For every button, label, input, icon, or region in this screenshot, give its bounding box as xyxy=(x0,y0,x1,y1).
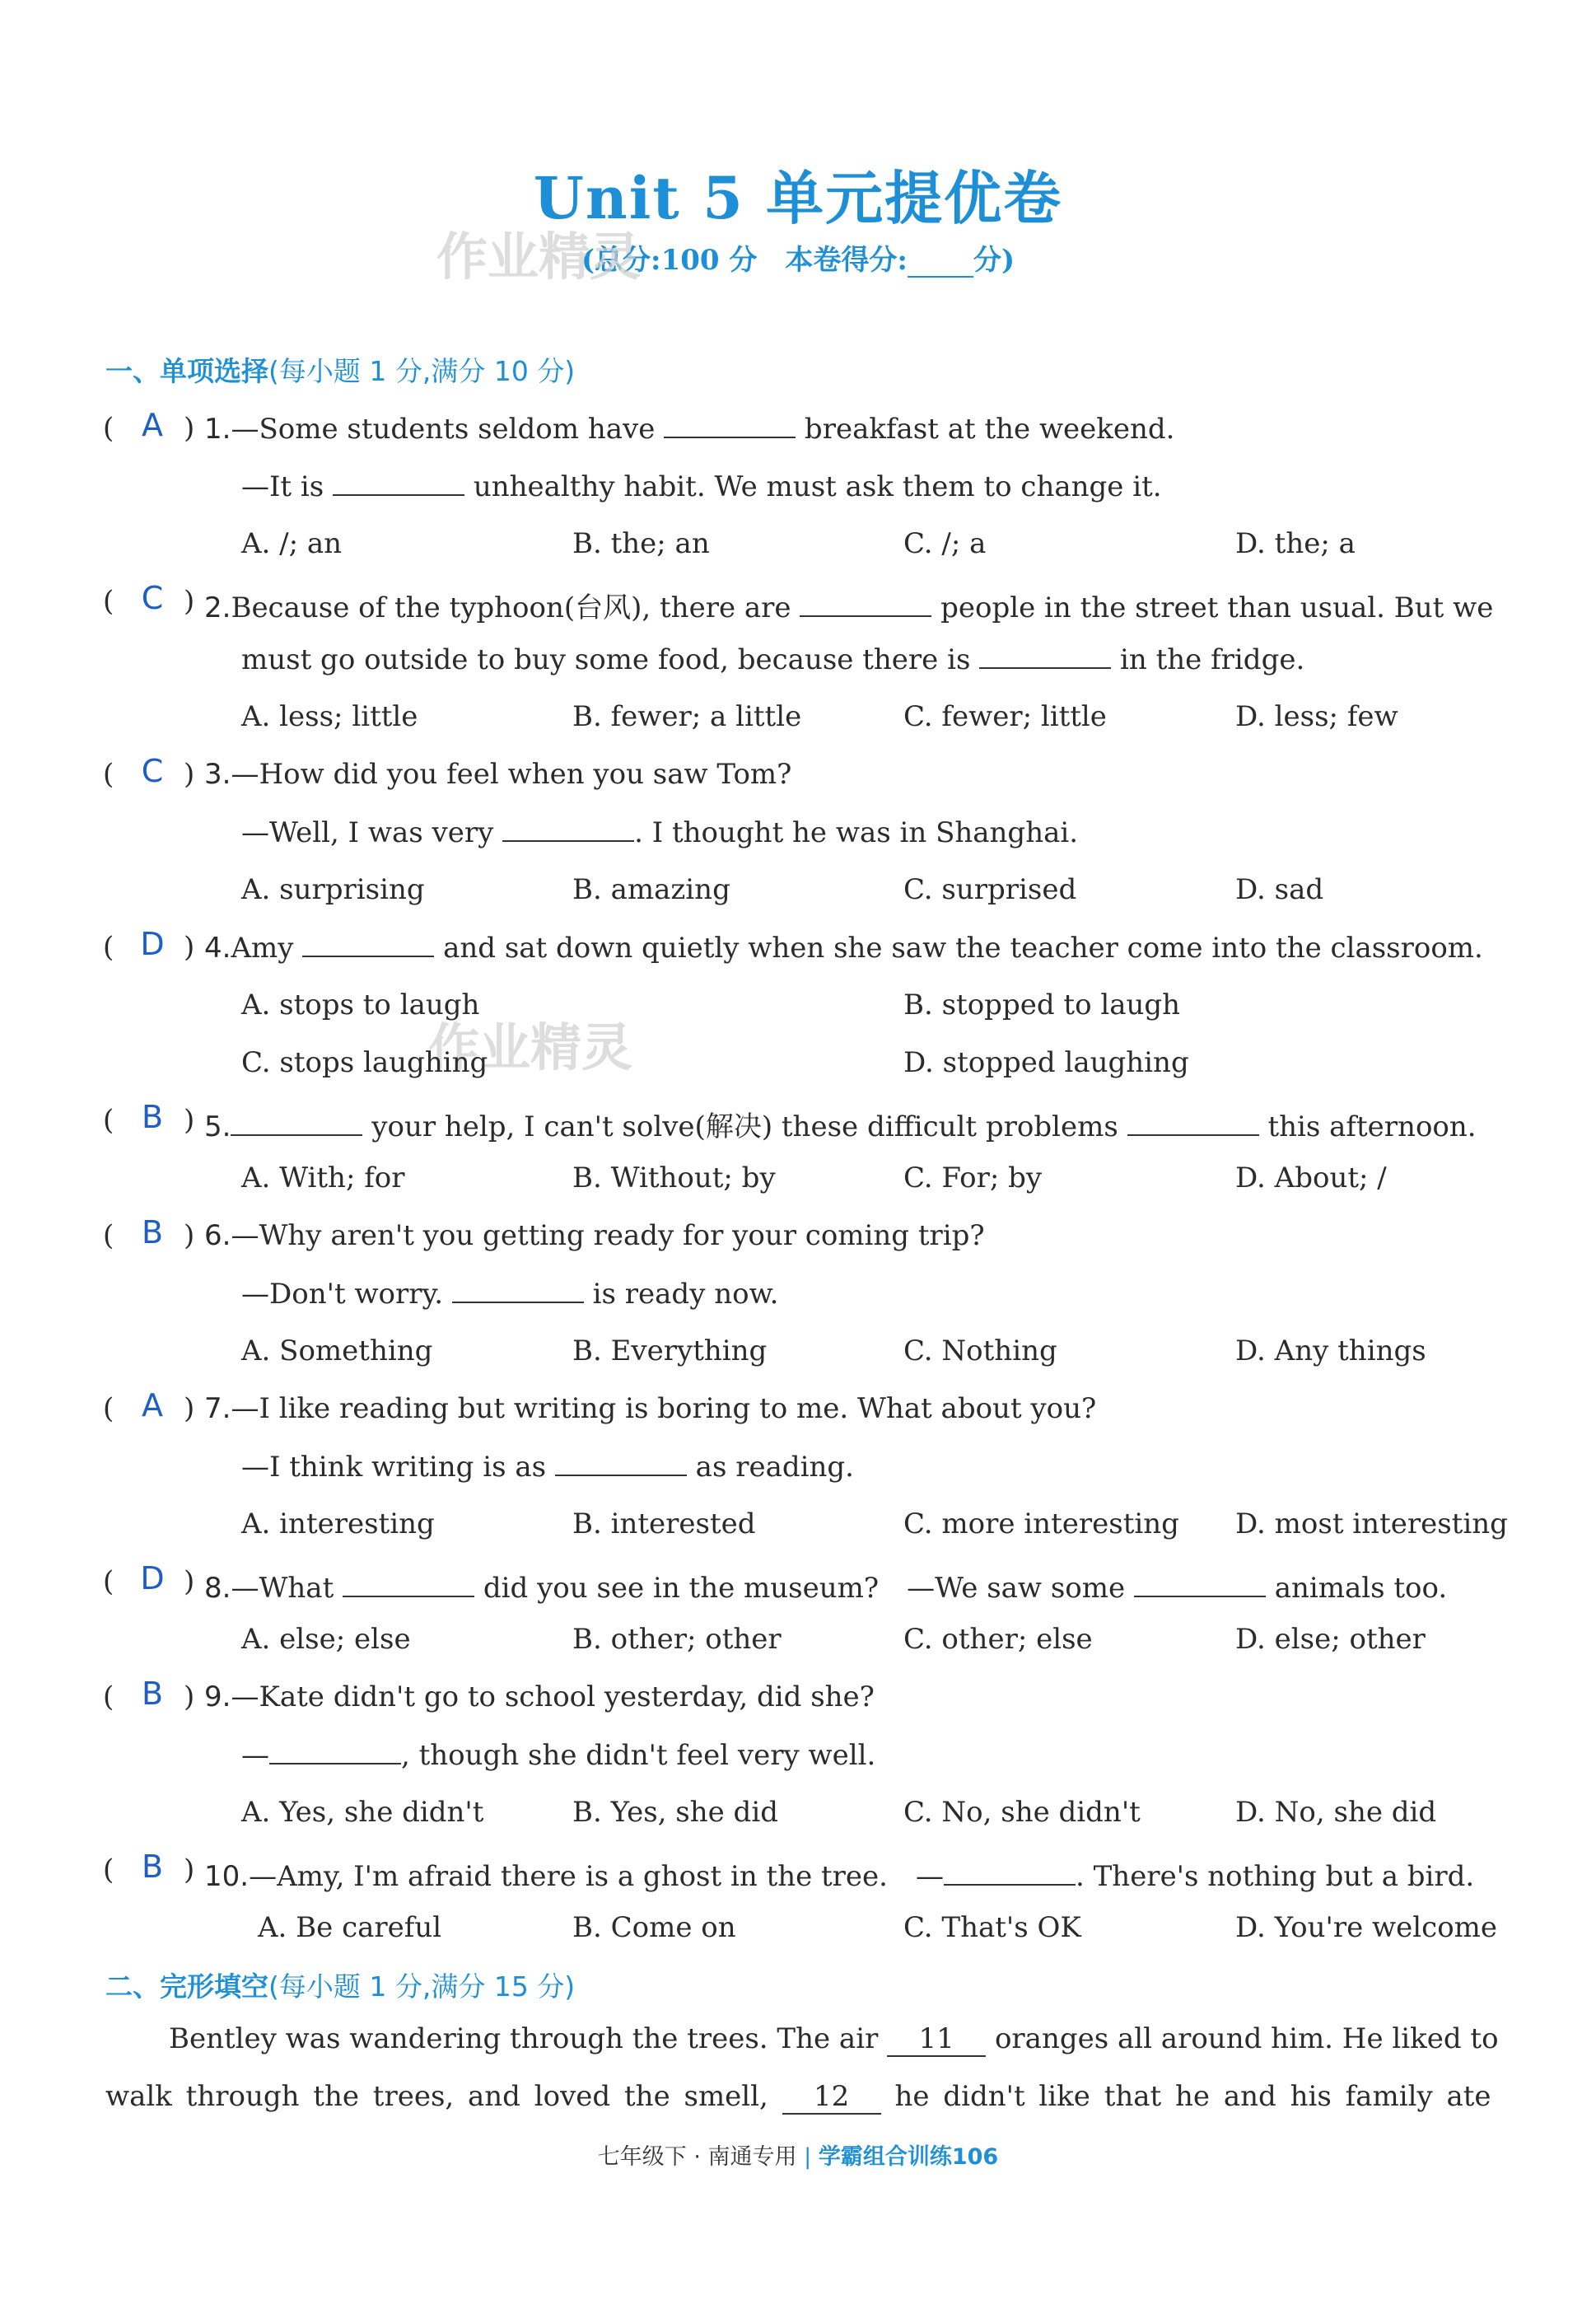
option-b[interactable]: B. stopped to laugh xyxy=(903,989,1181,1021)
option-d[interactable]: D. less; few xyxy=(1235,700,1398,733)
cloze-blank-12[interactable]: 12 xyxy=(782,2080,881,2115)
bracket-open: ( xyxy=(103,1680,114,1713)
question-text: —Amy, I'm afraid there is a ghost in the tree. — xyxy=(249,1860,944,1893)
answer-blank[interactable] xyxy=(664,412,796,438)
question-text: animals too. xyxy=(1265,1572,1448,1605)
option-b[interactable]: B. interested xyxy=(572,1507,756,1540)
option-a[interactable]: A. less; little xyxy=(241,700,418,733)
option-d[interactable]: D. most interesting xyxy=(1235,1507,1508,1540)
option-d[interactable]: D. sad xyxy=(1235,873,1324,906)
question-number: 3. xyxy=(204,758,231,791)
bracket-open: ( xyxy=(103,758,114,791)
passage-text: Bentley was wandering through the trees. The air xyxy=(169,2022,888,2055)
answer-blank[interactable] xyxy=(800,591,931,617)
bracket-close: ) xyxy=(184,1104,195,1137)
page-footer xyxy=(0,2138,1596,2171)
answer-blank[interactable] xyxy=(333,470,464,496)
bracket-close: ) xyxy=(184,758,195,791)
option-c[interactable]: C. surprised xyxy=(903,873,1077,906)
question-number: 7. xyxy=(204,1392,231,1425)
question-text: breakfast at the weekend. xyxy=(796,413,1175,446)
question-line xyxy=(204,1392,1096,1425)
page-title: Unit 5 单元提优卷 xyxy=(533,164,1063,232)
option-b[interactable]: B. Everything xyxy=(572,1334,768,1367)
bracket-close: ) xyxy=(184,1219,195,1252)
watermark-middle: 作业精灵 xyxy=(428,1017,633,1077)
question-line xyxy=(204,1680,875,1713)
option-a[interactable]: A. Something xyxy=(241,1334,433,1367)
option-b[interactable]: B. other; other xyxy=(572,1623,782,1656)
question-line xyxy=(204,931,1483,965)
score-line xyxy=(0,237,1596,278)
question-line xyxy=(204,585,1493,625)
option-c[interactable]: C. more interesting xyxy=(903,1507,1179,1540)
question-line xyxy=(204,1104,1477,1144)
question-text: —I like reading but writing is boring to me. What about you? xyxy=(231,1392,1097,1425)
question-text: in the fridge. xyxy=(1111,643,1305,676)
question-text: , though she didn't feel very well. xyxy=(401,1739,876,1772)
answer-letter[interactable]: C xyxy=(141,753,164,789)
bracket-close: ) xyxy=(184,585,195,618)
question-number: 5. xyxy=(204,1110,231,1143)
score-blank[interactable] xyxy=(908,251,973,278)
question-number: 9. xyxy=(204,1680,231,1713)
section-2-heading xyxy=(105,1965,575,2004)
question-text: as reading. xyxy=(686,1451,854,1484)
answer-blank[interactable] xyxy=(979,643,1111,669)
option-a[interactable]: A. interesting xyxy=(241,1507,435,1540)
question-line xyxy=(204,1219,985,1252)
answer-letter[interactable]: B xyxy=(141,1214,164,1250)
section-1-title: 一、单项选择 xyxy=(105,355,268,387)
option-d[interactable]: D. stopped laughing xyxy=(903,1046,1189,1079)
answer-blank[interactable] xyxy=(452,1277,584,1303)
score-text-1: (总分:100 分 本卷得分: xyxy=(581,244,908,277)
answer-letter[interactable]: D xyxy=(140,1560,165,1596)
question-line xyxy=(204,1853,1474,1894)
question-text: —What xyxy=(231,1572,343,1605)
question-number: 2. xyxy=(204,591,231,624)
option-a[interactable]: A. With; for xyxy=(241,1162,405,1194)
bracket-close: ) xyxy=(184,1853,195,1886)
question-text: — xyxy=(241,1739,269,1772)
answer-blank[interactable] xyxy=(1134,1571,1266,1597)
section-1-heading xyxy=(105,350,575,389)
bracket-close: ) xyxy=(184,1680,195,1713)
answer-blank[interactable] xyxy=(302,931,434,957)
bracket-close: ) xyxy=(184,931,195,964)
question-text: . I thought he was in Shanghai. xyxy=(634,816,1079,849)
question-line xyxy=(241,816,1078,849)
answer-blank[interactable] xyxy=(1127,1110,1259,1136)
question-text: —Well, I was very xyxy=(241,816,503,849)
question-text: —Why aren't you getting ready for your coming trip? xyxy=(231,1219,985,1252)
bracket-open: ( xyxy=(103,1104,114,1137)
passage-text: he didn't like that he and his family ate xyxy=(880,2080,1491,2113)
option-b[interactable]: B. Yes, she did xyxy=(572,1796,778,1829)
footer-brand: 学霸组合训练 xyxy=(818,2144,952,2170)
bracket-open: ( xyxy=(103,1392,114,1425)
question-text: —How did you feel when you saw Tom? xyxy=(231,758,792,791)
passage-line-2 xyxy=(105,2080,1491,2115)
option-d[interactable]: D. Any things xyxy=(1235,1334,1426,1367)
answer-letter[interactable]: D xyxy=(140,926,165,962)
question-text: —Don't worry. xyxy=(241,1278,452,1311)
watermark-top: 作业精灵 xyxy=(436,227,642,287)
answer-letter[interactable]: B xyxy=(141,1676,164,1712)
option-b[interactable]: B. amazing xyxy=(572,873,730,906)
option-d[interactable]: D. No, she did xyxy=(1235,1796,1437,1829)
answer-letter[interactable]: B xyxy=(141,1099,164,1135)
option-c[interactable]: C. /; a xyxy=(903,527,987,560)
bracket-open: ( xyxy=(103,412,114,445)
answer-blank[interactable] xyxy=(502,816,634,842)
question-line xyxy=(241,1277,778,1311)
bracket-close: ) xyxy=(184,412,195,445)
question-text: —Kate didn't go to school yesterday, did she? xyxy=(231,1680,875,1713)
question-text: Because of the typhoon(台风), there are xyxy=(231,591,800,624)
option-a[interactable]: A. surprising xyxy=(241,873,425,906)
question-line xyxy=(241,643,1304,676)
option-d[interactable]: D. About; / xyxy=(1235,1162,1387,1194)
footer-page-number: 106 xyxy=(951,2144,999,2170)
bracket-open: ( xyxy=(103,1219,114,1252)
bracket-open: ( xyxy=(103,585,114,618)
cloze-blank-11[interactable]: 11 xyxy=(887,2022,986,2057)
bracket-open: ( xyxy=(103,931,114,964)
question-line xyxy=(204,1565,1447,1606)
answer-letter[interactable]: C xyxy=(141,580,164,616)
question-number: 6. xyxy=(204,1219,231,1252)
bracket-close: ) xyxy=(184,1565,195,1598)
answer-letter[interactable]: A xyxy=(142,1387,163,1423)
bracket-open: ( xyxy=(103,1853,114,1886)
question-line xyxy=(241,1738,875,1772)
question-text: Amy xyxy=(231,932,303,965)
passage-text: walk through the trees, and loved the smell, xyxy=(105,2080,782,2113)
option-a[interactable]: A. Be careful xyxy=(258,1911,442,1944)
option-b[interactable]: B. Without; by xyxy=(572,1162,776,1194)
footer-grade: 七年级下 · 南通专用 xyxy=(597,2144,797,2170)
option-a[interactable]: A. else; else xyxy=(241,1623,411,1656)
passage-text: oranges all around him. He liked to xyxy=(986,2022,1499,2055)
answer-letter[interactable]: A xyxy=(142,407,163,443)
option-d[interactable]: D. the; a xyxy=(1235,527,1356,560)
score-text-2: 分) xyxy=(973,244,1015,277)
option-a[interactable]: A. stops to laugh xyxy=(241,989,480,1021)
question-text: unhealthy habit. We must ask them to change it. xyxy=(464,470,1162,503)
question-text: is ready now. xyxy=(583,1278,779,1311)
question-text: your help, I can't solve(解决) these difficult problems xyxy=(362,1110,1127,1143)
option-d[interactable]: D. else; other xyxy=(1235,1623,1426,1656)
question-number: 10. xyxy=(204,1860,250,1893)
question-text: and sat down quietly when she saw the teacher come into the classroom. xyxy=(434,932,1483,965)
option-d[interactable]: D. You're welcome xyxy=(1235,1911,1498,1944)
option-b[interactable]: B. Come on xyxy=(572,1911,736,1944)
answer-blank[interactable] xyxy=(231,1110,362,1136)
question-line xyxy=(204,412,1175,446)
section-2-title: 二、完形填空 xyxy=(105,1970,268,2003)
option-c[interactable]: C. fewer; little xyxy=(903,700,1107,733)
question-line xyxy=(241,470,1162,503)
answer-blank[interactable] xyxy=(343,1571,474,1597)
option-c[interactable]: C. stops laughing xyxy=(241,1046,488,1079)
question-text: did you see in the museum? —We saw some xyxy=(474,1572,1134,1605)
question-text: —I think writing is as xyxy=(241,1451,555,1484)
bracket-open: ( xyxy=(103,1565,114,1598)
option-c[interactable]: C. That's OK xyxy=(903,1911,1081,1944)
question-text: —Some students seldom have xyxy=(231,413,665,446)
option-c[interactable]: C. For; by xyxy=(903,1162,1043,1194)
option-b[interactable]: B. fewer; a little xyxy=(572,700,802,733)
answer-blank[interactable] xyxy=(269,1738,401,1764)
question-text: people in the street than usual. But we xyxy=(931,591,1494,624)
question-line xyxy=(204,758,791,791)
question-line xyxy=(241,1450,854,1484)
question-text: —It is xyxy=(241,470,334,503)
question-text: must go outside to buy some food, because there is xyxy=(241,643,980,676)
bracket-close: ) xyxy=(184,1392,195,1425)
answer-blank[interactable] xyxy=(555,1450,687,1476)
answer-letter[interactable]: B xyxy=(141,1849,164,1885)
question-number: 4. xyxy=(204,932,231,965)
option-a[interactable]: A. /; an xyxy=(241,527,343,560)
option-c[interactable]: C. other; else xyxy=(903,1623,1093,1656)
section-1-note: (每小题 1 分,满分 10 分) xyxy=(268,355,576,387)
footer-separator: | xyxy=(804,2144,812,2170)
option-c[interactable]: C. Nothing xyxy=(903,1334,1057,1367)
question-number: 8. xyxy=(204,1572,231,1605)
question-text: . There's nothing but a bird. xyxy=(1076,1860,1475,1893)
option-c[interactable]: C. No, she didn't xyxy=(903,1796,1141,1829)
option-b[interactable]: B. the; an xyxy=(572,527,710,560)
question-number: 1. xyxy=(204,413,231,446)
option-a[interactable]: A. Yes, she didn't xyxy=(241,1796,484,1829)
section-2-note: (每小题 1 分,满分 15 分) xyxy=(268,1970,576,2003)
passage-line-1 xyxy=(169,2022,1499,2057)
answer-blank[interactable] xyxy=(944,1859,1076,1886)
question-text: this afternoon. xyxy=(1258,1110,1477,1143)
